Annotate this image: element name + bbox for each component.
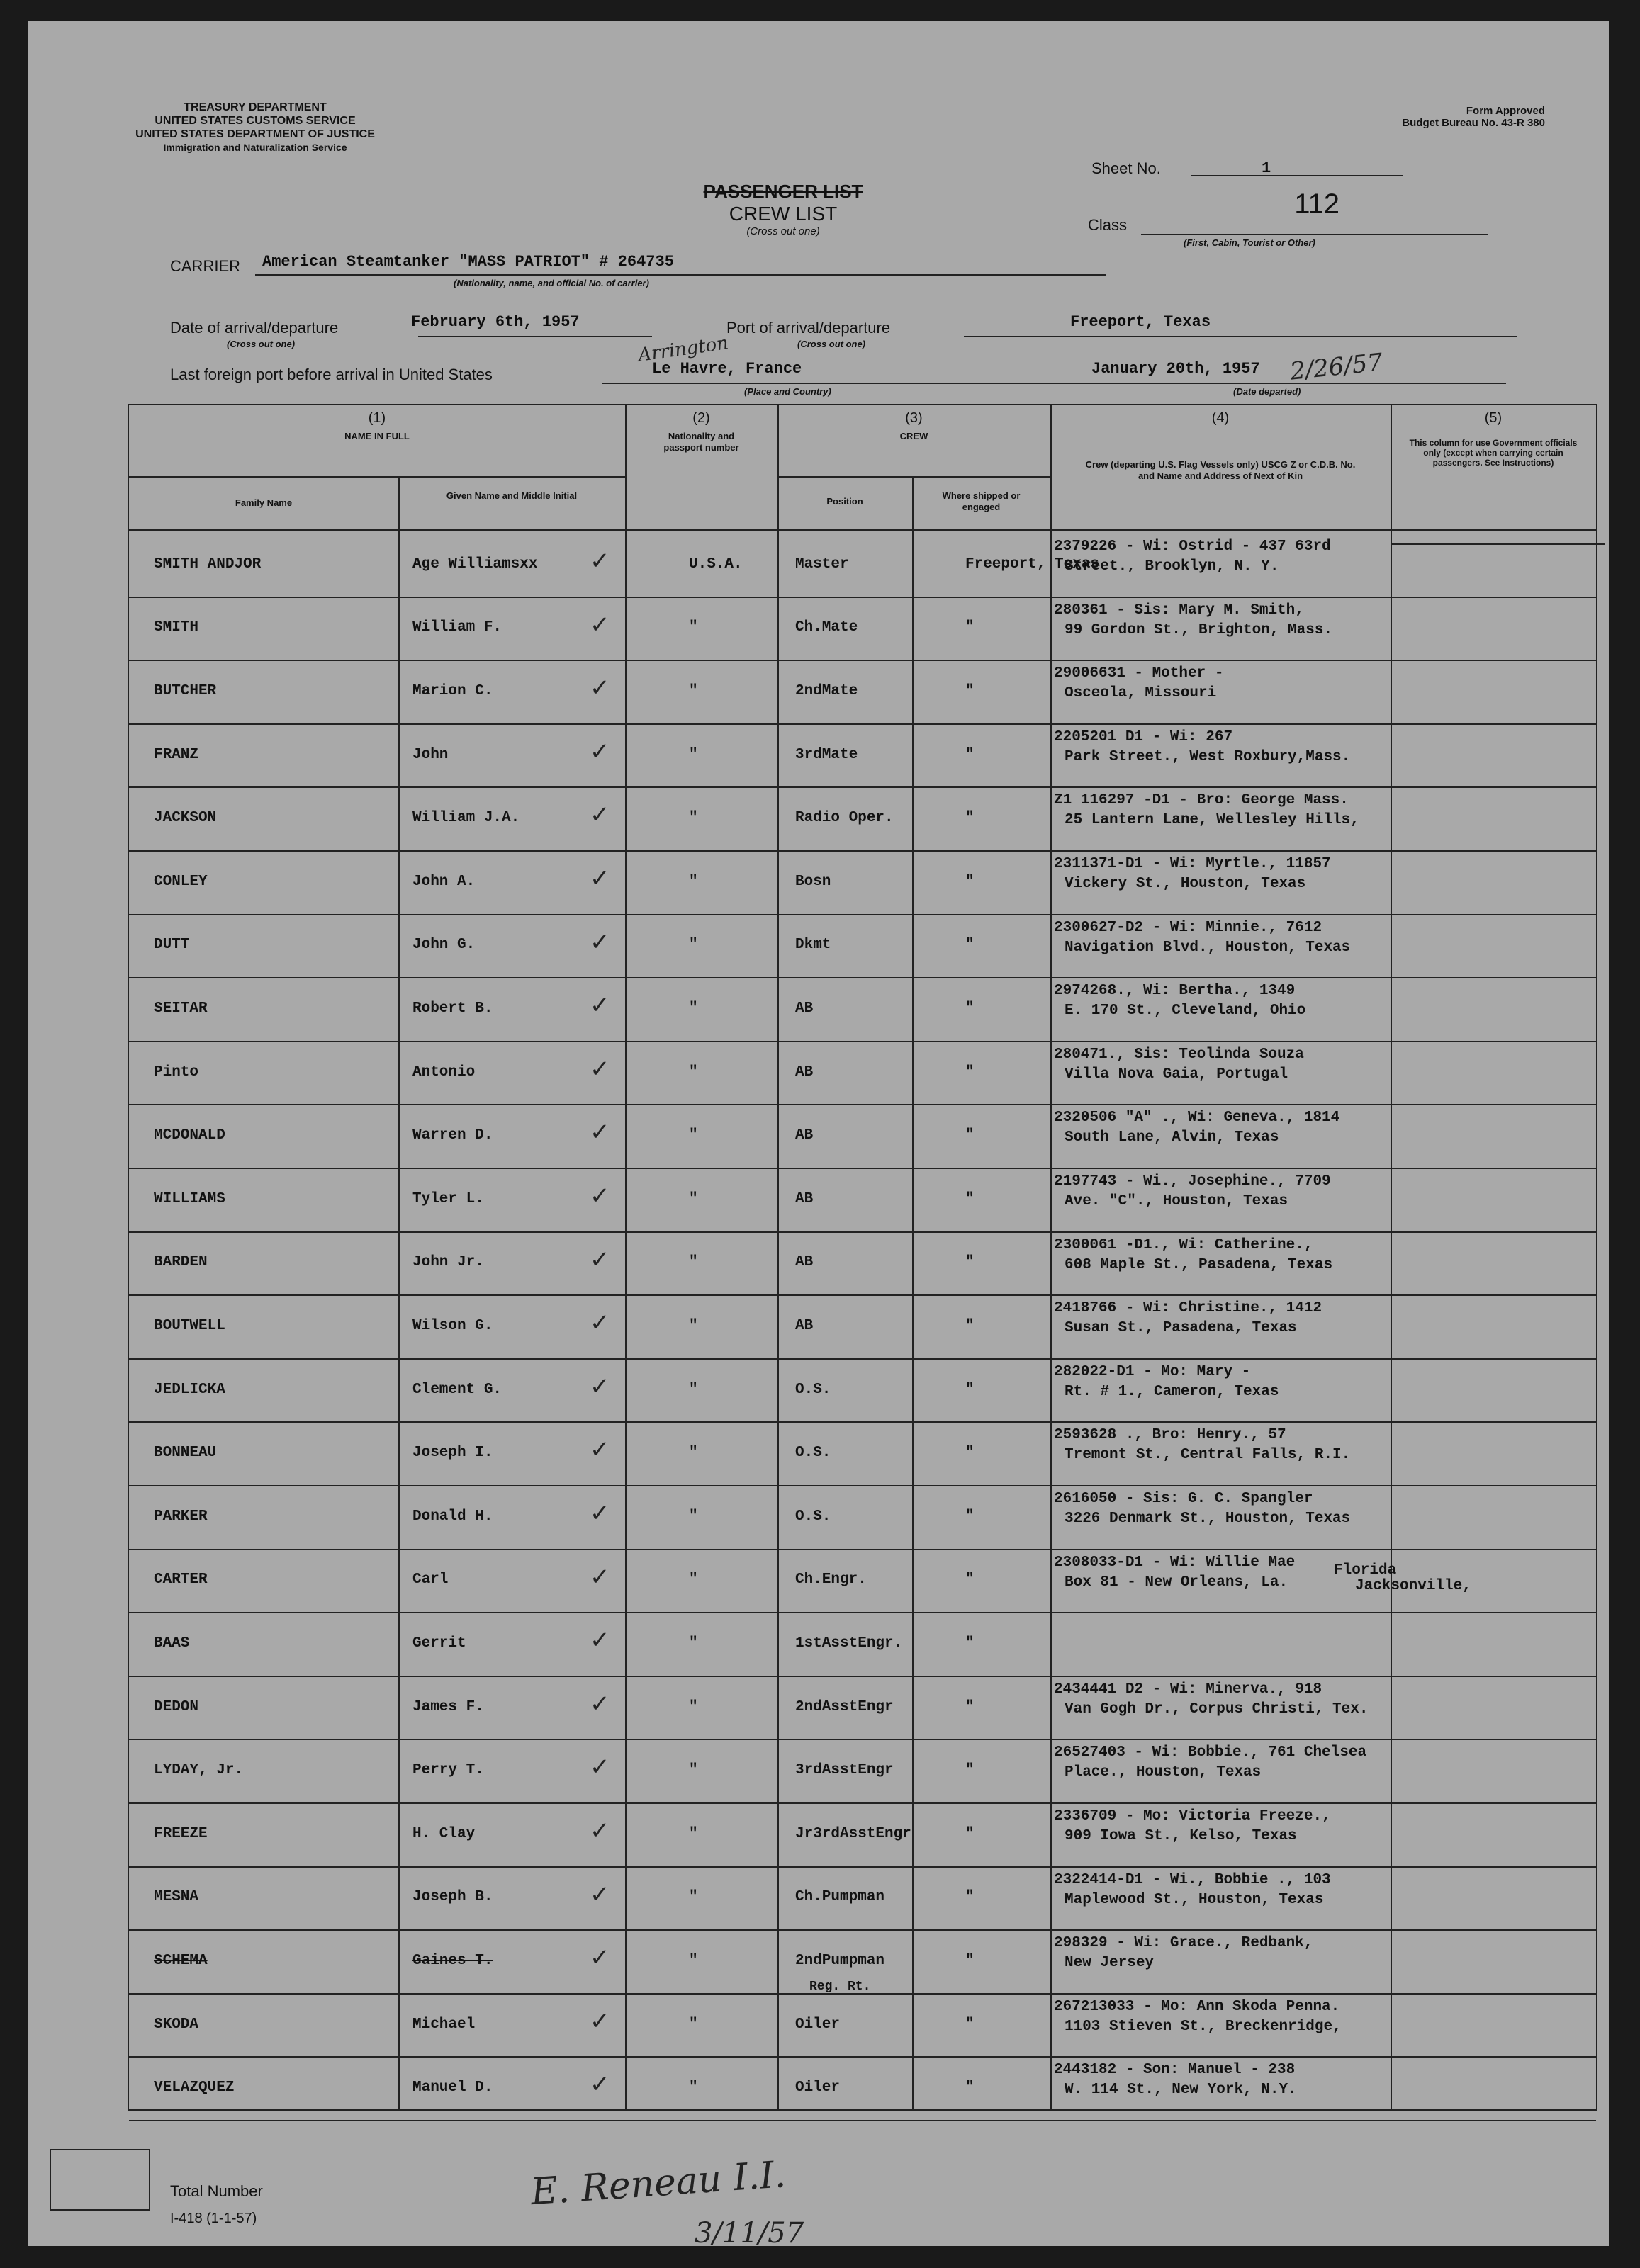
shipped-where: " <box>965 1953 975 1969</box>
check-mark: ✓ <box>590 1309 610 1337</box>
given-name: Donald H. <box>412 1508 493 1525</box>
col-number: (1) <box>368 410 386 426</box>
next-of-kin-line: 2197743 - Wi., Josephine., 7709 <box>1054 1173 1331 1190</box>
given-name: William F. <box>412 619 502 636</box>
given-name: Gerrit <box>412 1635 466 1652</box>
check-mark: ✓ <box>590 1119 610 1146</box>
given-name: Joseph I. <box>412 1445 493 1462</box>
given-name: Perry T. <box>412 1762 484 1779</box>
nationality: " <box>689 937 698 954</box>
family-name: MCDONALD <box>154 1127 225 1144</box>
check-mark: ✓ <box>590 1690 610 1717</box>
next-of-kin-line: 2418766 - Wi: Christine., 1412 <box>1054 1300 1322 1317</box>
shipped-where: " <box>965 619 975 636</box>
sheet-no-line <box>1191 175 1403 176</box>
date-value: February 6th, 1957 <box>411 313 580 331</box>
next-of-kin-line: E. 170 St., Cleveland, Ohio <box>1065 1003 1306 1020</box>
next-of-kin-line: Ave. "C"., Houston, Texas <box>1065 1193 1288 1209</box>
port-cross-note: (Cross out one) <box>797 339 866 349</box>
position: Dkmt <box>795 937 831 954</box>
check-mark: ✓ <box>590 1055 610 1083</box>
check-mark: ✓ <box>590 1436 610 1464</box>
family-name: SMITH <box>154 619 199 636</box>
shipped-where: " <box>965 810 975 827</box>
col2-header <box>625 412 777 453</box>
next-of-kin-line: 608 Maple St., Pasadena, Texas <box>1065 1256 1333 1273</box>
row-divider <box>129 1104 1596 1105</box>
check-mark: ✓ <box>590 928 610 956</box>
given-name: John Jr. <box>412 1254 484 1271</box>
row-divider <box>129 977 1596 978</box>
position: AB <box>795 1254 814 1271</box>
row-divider <box>129 1612 1596 1613</box>
total-number-label: Total Number <box>170 2182 263 2200</box>
row-divider <box>129 1421 1596 1423</box>
family-name: VELAZQUEZ <box>154 2080 235 2097</box>
next-of-kin-line: 3226 Denmark St., Houston, Texas <box>1065 1511 1351 1527</box>
row-divider <box>129 1866 1596 1868</box>
sheet-no-label: Sheet No. <box>1091 159 1161 177</box>
given-name: Warren D. <box>412 1127 493 1144</box>
row-divider <box>129 660 1596 661</box>
next-of-kin-line: Tremont St., Central Falls, R.I. <box>1065 1447 1351 1464</box>
check-mark: ✓ <box>590 1372 610 1400</box>
next-of-kin-line: 280361 - Sis: Mary M. Smith, <box>1054 602 1304 619</box>
col-title: This column for use Government officials only (except when carrying certain passengers. See Instructions) <box>1409 438 1578 468</box>
next-of-kin-line: 2434441 D2 - Wi: Minerva., 918 <box>1054 1681 1322 1698</box>
header-line: UNITED STATES DEPARTMENT OF JUSTICE <box>135 128 375 140</box>
next-of-kin-line: Osceola, Missouri <box>1065 685 1217 702</box>
next-of-kin-line: 2379226 - Wi: Ostrid - 437 63rd <box>1054 538 1331 555</box>
handwritten-date: 2/26/57 <box>1288 348 1384 386</box>
position: Ch.Mate <box>795 619 858 636</box>
next-of-kin-line: 280471., Sis: Teolinda Souza <box>1054 1046 1304 1063</box>
handwritten-port: Arrington <box>636 332 730 366</box>
col1-header <box>129 412 625 442</box>
row-divider <box>129 2056 1596 2058</box>
next-of-kin-line: 2300627-D2 - Wi: Minnie., 7612 <box>1054 919 1322 936</box>
row-divider <box>129 850 1596 852</box>
family-name: FRANZ <box>154 746 199 763</box>
row-divider <box>129 1041 1596 1042</box>
row-divider <box>129 723 1596 725</box>
family-name: FREEZE <box>154 1825 208 1842</box>
check-mark: ✓ <box>590 992 610 1020</box>
next-of-kin-line: 298329 - Wi: Grace., Redbank, <box>1054 1935 1313 1952</box>
col-number: (3) <box>905 410 923 426</box>
next-of-kin-line: 26527403 - Wi: Bobbie., 761 Chelsea <box>1054 1744 1367 1761</box>
signature-drawing <box>524 2157 822 2250</box>
next-of-kin-line: Z1 116297 -D1 - Bro: George Mass. <box>1054 792 1349 809</box>
given-name: Gaines T. <box>412 1953 493 1969</box>
given-name: William J.A. <box>412 810 520 827</box>
next-of-kin-line: Rt. # 1., Cameron, Texas <box>1065 1383 1279 1400</box>
shipped-where: " <box>965 746 975 763</box>
family-name: BARDEN <box>154 1254 208 1271</box>
given-name: Marion C. <box>412 683 493 699</box>
next-of-kin-line: 2311371-D1 - Wi: Myrtle., 11857 <box>1054 856 1331 872</box>
position: AB <box>795 1000 814 1017</box>
next-of-kin-line: 99 Gordon St., Brighton, Mass. <box>1065 621 1333 638</box>
family-name: CONLEY <box>154 873 208 890</box>
date-label: Date of arrival/departure <box>170 319 339 337</box>
nationality: " <box>689 1254 698 1271</box>
sheet-no-value: 1 <box>1262 159 1271 177</box>
shipped-where: " <box>965 1318 975 1334</box>
carrier-label: CARRIER <box>170 257 241 275</box>
col5-divider <box>1391 543 1605 545</box>
nationality: " <box>689 1127 698 1144</box>
nationality: " <box>689 1635 698 1652</box>
date-departed-value: January 20th, 1957 <box>1091 360 1260 378</box>
nationality: " <box>689 1825 698 1842</box>
check-mark: ✓ <box>590 1246 610 1273</box>
position: Bosn <box>795 873 831 890</box>
given-name: H. Clay <box>412 1825 476 1842</box>
next-of-kin-line: 25 Lantern Lane, Wellesley Hills, <box>1065 812 1359 829</box>
check-mark: ✓ <box>590 611 610 638</box>
page-number: 112 <box>1294 188 1339 220</box>
nationality: " <box>689 873 698 890</box>
check-mark: ✓ <box>590 1880 610 1908</box>
port-line <box>964 336 1517 337</box>
shipped-where: " <box>965 1000 975 1017</box>
next-of-kin-line: Villa Nova Gaia, Portugal <box>1065 1066 1288 1083</box>
nationality: " <box>689 1953 698 1969</box>
next-of-kin-line: Park Street., West Roxbury,Mass. <box>1065 748 1351 765</box>
family-name: SEITAR <box>154 1000 208 1017</box>
col-title: Nationality and passport number <box>663 431 739 453</box>
nationality: " <box>689 2080 698 2097</box>
list-title <box>666 181 900 237</box>
crew-table <box>128 404 1597 2111</box>
given-name: Joseph B. <box>412 1889 493 1906</box>
next-of-kin-line: 2300061 -D1., Wi: Catherine., <box>1054 1236 1313 1253</box>
nationality: " <box>689 1190 698 1207</box>
check-mark: ✓ <box>590 1817 610 1844</box>
position: 3rdAsstEngr <box>795 1762 894 1779</box>
next-of-kin-line: 2616050 - Sis: G. C. Spangler <box>1054 1491 1313 1507</box>
nationality: " <box>689 1889 698 1906</box>
nationality: U.S.A. <box>689 555 743 572</box>
nationality: " <box>689 746 698 763</box>
check-mark: ✓ <box>590 675 610 702</box>
shipped-where: " <box>965 1572 975 1589</box>
row-divider <box>129 2120 1596 2121</box>
family-name: SMITH ANDJOR <box>154 555 262 572</box>
total-box <box>50 2149 150 2211</box>
approval-line: Form Approved <box>1466 105 1545 117</box>
check-mark: ✓ <box>590 738 610 765</box>
next-of-kin-line: Box 81 - New Orleans, La. <box>1065 1574 1288 1591</box>
nationality: " <box>689 1445 698 1462</box>
next-of-kin-line: New Jersey <box>1065 1955 1155 1972</box>
position: Oiler <box>795 2016 841 2033</box>
nationality: " <box>689 1318 698 1334</box>
header-line: UNITED STATES CUSTOMS SERVICE <box>155 115 356 127</box>
col5-header <box>1391 412 1596 468</box>
shipped-where: " <box>965 1064 975 1081</box>
given-name: Tyler L. <box>412 1190 484 1207</box>
shipped-where: " <box>965 1381 975 1398</box>
family-name: BOUTWELL <box>154 1318 225 1334</box>
shipped-where: " <box>965 1445 975 1462</box>
class-line <box>1141 234 1488 235</box>
check-mark: ✓ <box>590 2007 610 2035</box>
header-line: TREASURY DEPARTMENT <box>184 101 327 113</box>
check-mark: ✓ <box>590 548 610 575</box>
check-mark: ✓ <box>590 1500 610 1527</box>
row-divider <box>129 786 1596 788</box>
shipped-where: " <box>965 1635 975 1652</box>
position: AB <box>795 1318 814 1334</box>
form-approval <box>1402 105 1545 129</box>
row-divider <box>129 1549 1596 1550</box>
next-of-kin-line: 267213033 - Mo: Ann Skoda Penna. <box>1054 1998 1340 2015</box>
nationality: " <box>689 683 698 699</box>
row-divider <box>129 1168 1596 1169</box>
nationality: " <box>689 619 698 636</box>
date-departed-note: (Date departed) <box>1233 386 1301 397</box>
shipped-where: Freeport, Texas <box>965 555 1100 572</box>
next-of-kin-line: 29006631 - Mother - <box>1054 665 1224 682</box>
col3-header <box>777 412 1050 442</box>
given-name: Michael <box>412 2016 476 2033</box>
given-name-header: Given Name and Middle Initial <box>446 490 578 501</box>
date-line <box>418 336 652 337</box>
position: 2ndPumpman <box>795 1953 885 1969</box>
given-name: John A. <box>412 873 476 890</box>
nationality: " <box>689 1000 698 1017</box>
form-number: I-418 (1-1-57) <box>170 2211 257 2226</box>
carter-annotation: Jacksonville, <box>1355 1578 1471 1594</box>
shipped-where: " <box>965 1698 975 1715</box>
shipped-where: " <box>965 2016 975 2033</box>
nationality: " <box>689 1762 698 1779</box>
row-divider <box>129 1802 1596 1804</box>
col-title: NAME IN FULL <box>344 431 410 441</box>
carter-annotation: Florida <box>1334 1562 1397 1579</box>
check-mark: ✓ <box>590 801 610 829</box>
next-of-kin-line: 909 Iowa St., Kelso, Texas <box>1065 1828 1297 1844</box>
family-name: PARKER <box>154 1508 208 1525</box>
next-of-kin-line: 2974268., Wi: Bertha., 1349 <box>1054 983 1296 1000</box>
family-name: JEDLICKA <box>154 1381 225 1398</box>
document-page <box>28 21 1609 2250</box>
col-number: (4) <box>1211 410 1230 426</box>
position: 2ndAsstEngr <box>795 1698 894 1715</box>
header-divider <box>777 476 1050 478</box>
position: Jr3rdAsstEngr <box>795 1825 911 1842</box>
nationality: " <box>689 1381 698 1398</box>
next-of-kin-line: 282022-D1 - Mo: Mary - <box>1054 1363 1251 1380</box>
shipped-where: " <box>965 1190 975 1207</box>
next-of-kin-line: 2308033-D1 - Wi: Willie Mae <box>1054 1554 1296 1571</box>
col-title: Crew (departing U.S. Flag Vessels only) USCG Z or C.D.B. No. and Name and Address of Next of Kin <box>1085 459 1356 481</box>
check-mark: ✓ <box>590 1627 610 1654</box>
shipped-where: " <box>965 1508 975 1525</box>
given-name: John G. <box>412 937 476 954</box>
header-divider <box>129 476 625 478</box>
check-mark: ✓ <box>590 1754 610 1781</box>
cross-out-note: (Cross out one) <box>746 225 820 237</box>
nationality: " <box>689 1064 698 1081</box>
shipped-where: " <box>965 873 975 890</box>
next-of-kin-line: 1103 Stieven St., Breckenridge, <box>1065 2018 1342 2035</box>
nationality: " <box>689 1508 698 1525</box>
col-divider <box>398 476 400 2109</box>
position: Ch.Engr. <box>795 1572 867 1589</box>
port-label: Port of arrival/departure <box>726 319 891 337</box>
carrier-note: (Nationality, name, and official No. of carrier) <box>454 278 649 288</box>
position: O.S. <box>795 1508 831 1525</box>
given-name: Clement G. <box>412 1381 502 1398</box>
row-divider <box>129 914 1596 915</box>
nationality: " <box>689 810 698 827</box>
family-name: LYDAY, Jr. <box>154 1762 244 1779</box>
family-name-header: Family Name <box>235 497 293 508</box>
family-name: Pinto <box>154 1064 199 1081</box>
last-port-line <box>602 383 1506 384</box>
nationality: " <box>689 2016 698 2033</box>
class-label: Class <box>1088 216 1128 234</box>
next-of-kin-line: 2593628 ., Bro: Henry., 57 <box>1054 1427 1286 1444</box>
position: AB <box>795 1064 814 1081</box>
nationality: " <box>689 1698 698 1715</box>
next-of-kin-line: South Lane, Alvin, Texas <box>1065 1129 1279 1146</box>
row-divider <box>129 1993 1596 1995</box>
next-of-kin-line: 2322414-D1 - Wi., Bobbie ., 103 <box>1054 1871 1331 1888</box>
next-of-kin-line: 2320506 "A" ., Wi: Geneva., 1814 <box>1054 1110 1340 1127</box>
shipped-where: " <box>965 1254 975 1271</box>
position: Radio Oper. <box>795 810 894 827</box>
family-name: SKODA <box>154 2016 199 2033</box>
row-divider <box>129 1739 1596 1740</box>
next-of-kin-line: Place., Houston, Texas <box>1065 1764 1262 1781</box>
shipped-where: " <box>965 683 975 699</box>
position: AB <box>795 1190 814 1207</box>
col-number: (5) <box>1484 410 1503 426</box>
passenger-list-title: PASSENGER LIST <box>703 181 863 202</box>
shipped-header: Where shipped or engaged <box>942 490 1021 512</box>
crew-list-title: CREW LIST <box>729 203 838 225</box>
signature <box>524 2157 822 2253</box>
port-value: Freeport, Texas <box>1070 313 1211 331</box>
last-port-value: Le Havre, France <box>652 360 802 378</box>
family-name: DUTT <box>154 937 190 954</box>
next-of-kin-line: Maplewood St., Houston, Texas <box>1065 1891 1324 1908</box>
next-of-kin-line: 2205201 D1 - Wi: 267 <box>1054 728 1233 745</box>
schema-position-note: Reg. Rt. <box>809 1980 871 1994</box>
position: AB <box>795 1127 814 1144</box>
row-divider <box>129 1929 1596 1931</box>
next-of-kin-line: W. 114 St., New York, N.Y. <box>1065 2082 1297 2099</box>
family-name: BUTCHER <box>154 683 217 699</box>
check-mark: ✓ <box>590 2071 610 2099</box>
shipped-where: " <box>965 1889 975 1906</box>
header-line: Immigration and Naturalization Service <box>163 142 347 153</box>
family-name: BAAS <box>154 1635 190 1652</box>
row-divider <box>129 1358 1596 1360</box>
given-name: James F. <box>412 1698 484 1715</box>
family-name: BONNEAU <box>154 1445 217 1462</box>
position: O.S. <box>795 1445 831 1462</box>
last-port-label: Last foreign port before arrival in United States <box>170 366 493 383</box>
check-mark: ✓ <box>590 1563 610 1591</box>
col-divider <box>912 476 914 2109</box>
row-divider <box>129 597 1596 598</box>
position-header: Position <box>826 496 863 507</box>
position: 3rdMate <box>795 746 858 763</box>
col-title: CREW <box>899 431 928 441</box>
nationality: " <box>689 1572 698 1589</box>
approval-line: Budget Bureau No. 43-R 380 <box>1402 117 1545 129</box>
check-mark: ✓ <box>590 1944 610 1972</box>
next-of-kin-line: 2336709 - Mo: Victoria Freeze., <box>1054 1808 1331 1824</box>
next-of-kin-line: Vickery St., Houston, Texas <box>1065 876 1306 892</box>
family-name: DEDON <box>154 1698 199 1715</box>
given-name: Wilson G. <box>412 1318 493 1334</box>
row-divider <box>129 1231 1596 1233</box>
shipped-where: " <box>965 937 975 954</box>
position: Ch.Pumpman <box>795 1889 885 1906</box>
col4-header <box>1050 412 1391 482</box>
next-of-kin-line: Susan St., Pasadena, Texas <box>1065 1320 1297 1337</box>
row-divider <box>129 1294 1596 1296</box>
signature-text: E. Reneau I.I. <box>529 2157 787 2214</box>
place-note: (Place and Country) <box>744 386 831 397</box>
shipped-where: " <box>965 2080 975 2097</box>
row-divider <box>129 1676 1596 1677</box>
given-name: Antonio <box>412 1064 476 1081</box>
given-name: Robert B. <box>412 1000 493 1017</box>
agency-header <box>57 101 454 154</box>
given-name: Manuel D. <box>412 2080 493 2097</box>
family-name: WILLIAMS <box>154 1190 225 1207</box>
shipped-where: " <box>965 1825 975 1842</box>
position: 1stAsstEngr. <box>795 1635 903 1652</box>
family-name: MESNA <box>154 1889 199 1906</box>
carrier-value: American Steamtanker "MASS PATRIOT" # 264735 <box>262 253 674 271</box>
position: Oiler <box>795 2080 841 2097</box>
family-name: SCHEMA <box>154 1953 208 1969</box>
family-name: JACKSON <box>154 810 217 827</box>
col-number: (2) <box>692 410 710 426</box>
row-divider <box>129 1485 1596 1486</box>
given-name: Carl <box>412 1572 449 1589</box>
next-of-kin-line: Street., Brooklyn, N. Y. <box>1065 558 1279 575</box>
shipped-where: " <box>965 1762 975 1779</box>
check-mark: ✓ <box>590 865 610 892</box>
check-mark: ✓ <box>590 1183 610 1209</box>
date-cross-note: (Cross out one) <box>227 339 296 349</box>
next-of-kin-line: 2443182 - Son: Manuel - 238 <box>1054 2062 1296 2079</box>
position: 2ndMate <box>795 683 858 699</box>
next-of-kin-line: Van Gogh Dr., Corpus Christi, Tex. <box>1065 1700 1369 1717</box>
signature-date: 3/11/57 <box>695 2217 804 2250</box>
given-name: John <box>412 746 449 763</box>
carrier-line <box>255 274 1106 276</box>
header-bottom <box>129 529 1596 531</box>
shipped-where: " <box>965 1127 975 1144</box>
position: Master <box>795 555 849 572</box>
given-name: Age Williamsxx <box>412 555 538 572</box>
next-of-kin-line: Navigation Blvd., Houston, Texas <box>1065 939 1351 956</box>
class-note: (First, Cabin, Tourist or Other) <box>1184 237 1315 248</box>
family-name: CARTER <box>154 1572 208 1589</box>
position: O.S. <box>795 1381 831 1398</box>
